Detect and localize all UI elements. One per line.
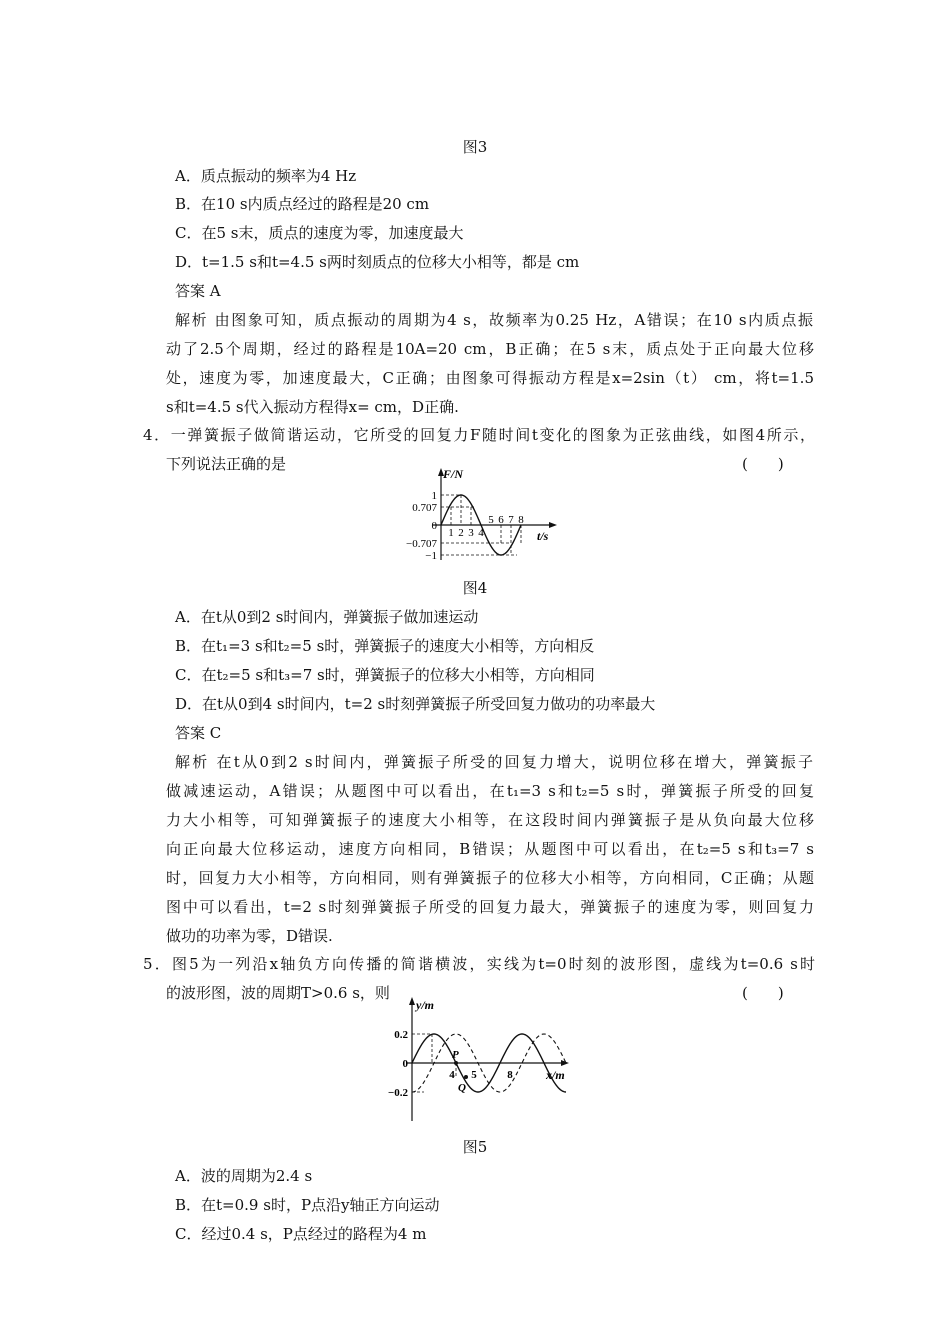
q5-option-b: B．在t=0.9 s时，P点沿y轴正方向运动 — [175, 1196, 440, 1214]
y-tick-label: −1 — [425, 550, 437, 562]
y-axis-label: F/N — [443, 467, 464, 481]
x-tick-label: 4 — [478, 527, 484, 539]
x-axis-label: t/s — [537, 529, 549, 543]
x-tick-label: 5 — [488, 514, 494, 526]
q4-explanation-line: 图中可以看出，t=2 s时刻弹簧振子所受的回复力最大，弹簧振子的速度为零，则回复力 — [166, 898, 814, 916]
q4-option-c: C．在t₂=5 s和t₃=7 s时，弹簧振子的位移大小相等，方向相同 — [175, 666, 595, 684]
q5-answer-blank: ( ) — [742, 984, 784, 1002]
q3-option-b: B．在10 s内质点经过的路程是20 cm — [175, 195, 430, 213]
q5-option-c: C．经过0.4 s，P点经过的路程为4 m — [175, 1225, 427, 1243]
q4-explanation-line: 做功的功率为零，D错误. — [166, 927, 333, 945]
q3-explanation-line: s和t=4.5 s代入振动方程得x= cm，D正确. — [166, 398, 459, 416]
q3-option-d: D．t=1.5 s和t=4.5 s两时刻质点的位移大小相等，都是 cm — [175, 253, 580, 271]
y-tick-label: 0.2 — [394, 1029, 408, 1041]
q4-option-d: D．在t从0到4 s时间内，t=2 s时刻弹簧振子所受回复力做功的功率最大 — [175, 695, 656, 713]
x-tick-label: 1 — [448, 527, 454, 539]
q4-answer: 答案 C — [175, 724, 222, 742]
q3-answer: 答案 A — [175, 282, 221, 300]
q4-option-a: A．在t从0到2 s时间内，弹簧振子做加速运动 — [175, 608, 479, 626]
q4-explanation-line: 时，回复力大小相等，方向相同，则有弹簧振子的位移大小相等，方向相同，C正确；从题 — [166, 869, 814, 887]
q4-explanation-line: 向正向最大位移运动，速度方向相同，B错误；从题图中可以看出，在t₂=5 s和t₃=7 s — [166, 840, 814, 858]
point-p — [454, 1061, 458, 1065]
x-tick-label: 7 — [508, 514, 514, 526]
q4-explanation-line: 做减速运动，A错误；从题图中可以看出，在t₁=3 s和t₂=5 s时，弹簧振子所受的回复 — [166, 782, 814, 800]
q5-option-a: A．波的周期为2.4 s — [175, 1167, 313, 1185]
y-tick-label: −0.2 — [387, 1087, 408, 1099]
q5-stem-line: 的波形图，波的周期T>0.6 s，则 — [166, 984, 390, 1002]
x-axis-label: x/m — [546, 1068, 565, 1082]
y-axis-arrow — [409, 997, 415, 1005]
q4-answer-blank: ( ) — [742, 455, 784, 473]
y-tick-label: 1 — [431, 490, 437, 502]
q4-stem-line: 下列说法正确的是 — [166, 455, 287, 473]
q4-stem-line: 4．一弹簧振子做简谐运动，它所受的回复力F随时间t变化的图象为正弦曲线，如图4所示， — [143, 426, 815, 444]
figure-3-caption: 图3 — [462, 138, 488, 156]
figure-4-caption: 图4 — [462, 579, 488, 597]
y-tick-label: −0.707 — [406, 538, 437, 550]
x-tick-label: 2 — [458, 527, 464, 539]
point-q — [464, 1075, 468, 1079]
x-tick-label: 4 — [449, 1069, 455, 1081]
q3-explanation-line: 处，速度为零，加速度最大，C正确；由图象可得振动方程是x=2sin（t） cm，将t=1.5 — [166, 369, 814, 387]
q4-explanation-line: 力大小相等，可知弹簧振子的速度大小相等，在这段时间内弹簧振子是从负向最大位移 — [166, 811, 814, 829]
q4-explanation-line: 解析 在t从0到2 s时间内，弹簧振子所受的回复力增大，说明位移在增大，弹簧振子 — [175, 753, 813, 771]
q5-stem-line: 5．图5为一列沿x轴负方向传播的简谐横波，实线为t=0时刻的波形图，虚线为t=0.6 s时 — [143, 955, 815, 973]
x-tick-label: 5 — [471, 1069, 477, 1081]
x-tick-label: 3 — [468, 527, 474, 539]
q3-explanation-line: 解析 由图象可知，质点振动的周期为4 s，故频率为0.25 Hz，A错误；在10 s内质点振 — [175, 311, 813, 329]
q3-option-c: C．在5 s末，质点的速度为零，加速度最大 — [175, 224, 464, 242]
q3-option-a: A．质点振动的频率为4 Hz — [175, 167, 357, 185]
point-p-label: P — [452, 1049, 459, 1061]
figure-4-force-graph — [395, 465, 565, 575]
x-tick-label: 8 — [507, 1069, 513, 1081]
y-axis-label: y/m — [416, 998, 434, 1012]
x-tick-label: 8 — [518, 514, 524, 526]
point-q-label: Q — [458, 1082, 466, 1094]
q3-explanation-line: 动了2.5个周期，经过的路程是10A=20 cm，B正确；在5 s末，质点处于正向最大位移 — [166, 340, 814, 358]
q4-option-b: B．在t₁=3 s和t₂=5 s时，弹簧振子的速度大小相等，方向相反 — [175, 637, 595, 655]
x-axis-arrow — [549, 522, 557, 528]
x-tick-label: 6 — [498, 514, 504, 526]
y-tick-label: 0 — [431, 520, 437, 532]
y-tick-label: 0 — [402, 1058, 408, 1070]
figure-5-caption: 图5 — [462, 1138, 488, 1156]
figure-5-wave-graph — [370, 993, 580, 1128]
y-tick-label: 0.707 — [412, 502, 437, 514]
